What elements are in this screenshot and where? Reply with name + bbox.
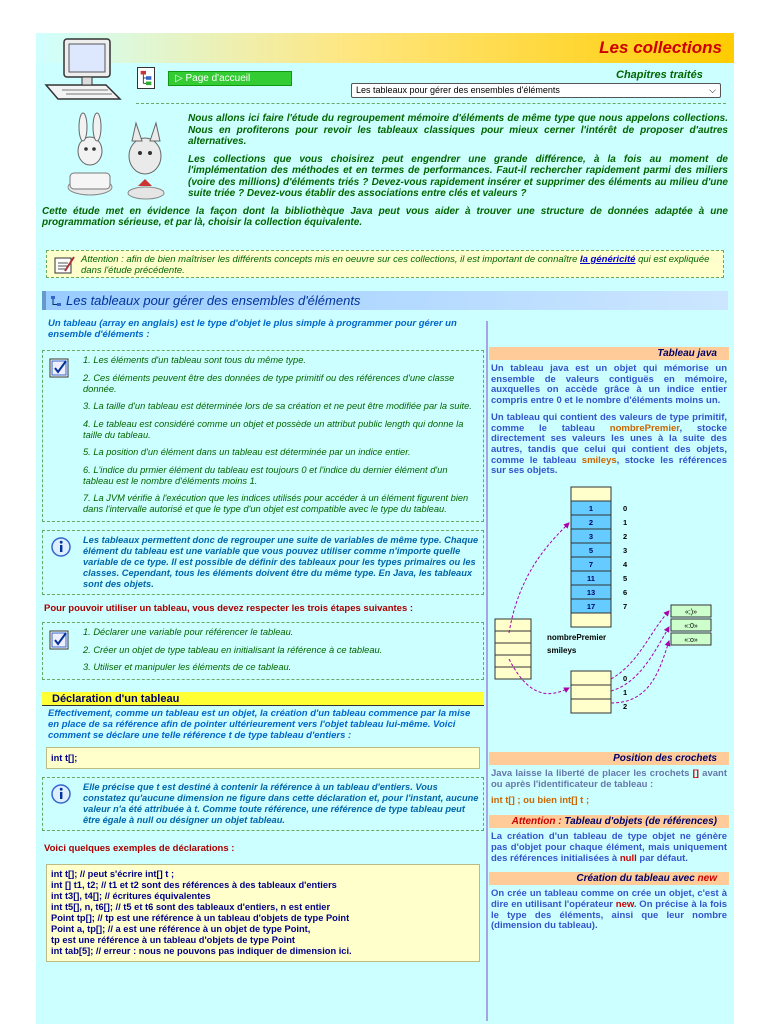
array-index: 7 bbox=[623, 602, 628, 612]
side-column bbox=[489, 333, 729, 934]
attention-text-end: qui est expliquée dans l'étude précédente. bbox=[81, 254, 710, 276]
separator bbox=[136, 103, 726, 104]
array-index: 2 bbox=[623, 702, 628, 712]
code-line: int t[]; // peut s'écrire int[] t ; bbox=[51, 869, 175, 879]
array-index: 1 bbox=[623, 518, 628, 528]
info-box bbox=[42, 530, 484, 595]
side-text-part: par défaut. bbox=[636, 852, 688, 864]
array-index: 4 bbox=[623, 560, 628, 570]
smiley-value: «:0» bbox=[684, 623, 698, 631]
intro-paragraph: Les collections que vous choisirez peut engendrer une grande différence, à la fois au moment de l'implémentation des méthodes et en termes de performances. Faut-il rechercher rapidement parmi des miliers (voire des millions) d'éléments triés ? Devez-vous rapidement insérer et supprimer des éléments au milieu d'une suite triée ? Devez-vous établir des associations entre clés et valeurs ? bbox=[188, 153, 728, 199]
side-heading-text: Création du tableau avec bbox=[576, 873, 698, 885]
main-column bbox=[42, 318, 484, 966]
computer-icon bbox=[36, 35, 126, 113]
network-icon bbox=[50, 295, 62, 307]
declaration-text: Effectivement, comme un tableau est un objet, la création d'un tableau commence par la mise en place de sa référence afin de pointer ultérieurement vers l'objet tableau lui-même. Voici comment se déclare une telle référence t de type tableau d'entiers : bbox=[48, 708, 471, 741]
code-line: Point a, tp[]; // a est une référence à un objet de type Point, bbox=[51, 924, 311, 934]
info-icon bbox=[51, 537, 71, 557]
intro-paragraph: Nous allons ici faire l'étude du regroupement mémoire d'éléments de même type que nous appelons collections. Nous en profiterons pour revoir les tableaux classiques pour mieux cerner l'intérêt de proposer d'autres alternatives. bbox=[188, 113, 728, 147]
side-heading-warning: Attention : bbox=[511, 816, 562, 828]
side-text-part: , stocke les références sur ses objets. bbox=[491, 454, 727, 477]
array-index: 0 bbox=[623, 504, 628, 514]
notepad-icon bbox=[53, 255, 75, 275]
page-title: Les collections bbox=[599, 38, 722, 57]
attention-text: Attention : afin de bien maîtriser les différents concepts mis en oeuvre sur ces collections, il est important de connaître bbox=[81, 254, 580, 265]
section-header bbox=[42, 291, 728, 310]
chapter-select[interactable] bbox=[351, 83, 721, 98]
side-paragraph bbox=[489, 765, 729, 792]
top-banner bbox=[36, 33, 734, 63]
smiley-value: «:o» bbox=[684, 637, 698, 645]
step-item: 2. Créer un objet de type tableau en initialisant la référence à ce tableau. bbox=[83, 644, 383, 655]
side-text-part: On crée un tableau comme on crée un objet, c'est à dire en utilisant l'opérateur bbox=[491, 888, 727, 910]
side-paragraph bbox=[489, 409, 729, 479]
info-icon bbox=[51, 784, 71, 804]
chapter-select-value: Les tableaux pour gérer des ensembles d'éléments bbox=[356, 85, 560, 95]
examples-code bbox=[46, 864, 480, 962]
property-item: 1. Les éléments d'un tableau sont tous du même type. bbox=[83, 355, 306, 365]
side-text-part: La création d'un tableau de type objet ne génère pas d'objet pour chaque élément, mais uniquement des références initialisées à bbox=[491, 831, 727, 864]
array-index: 3 bbox=[623, 546, 628, 556]
array-cell-value: 13 bbox=[586, 588, 596, 598]
array-index: 6 bbox=[623, 588, 628, 598]
side-heading-new bbox=[489, 872, 729, 885]
chapters-label: Chapitres traités bbox=[616, 69, 703, 81]
info-text: Elle précise que t est destiné à contenir la référence à un tableau d'entiers. Vous constatez qu'aucune dimension ne figure dans cette déclaration et, pour l'instant, aucune valeur n'a été attribuée à t. Comme toute référence, une référence de type tableau peut être égale à null ou désigner un objet tableau. bbox=[83, 782, 479, 825]
info-box-declaration bbox=[42, 777, 484, 831]
property-item: 6. L'indice du prmier élément du tableau est toujours 0 et l'indice du dernier élément d'un tableau est le nombre d'éléments moins 1. bbox=[83, 464, 448, 486]
declaration-header: Déclaration d'un tableau bbox=[42, 692, 484, 706]
side-text-part: Java laisse la liberté de placer les crochets bbox=[491, 768, 693, 780]
smiley-value: «;)» bbox=[684, 609, 698, 617]
step-item: 3. Utiliser et manipuler les éléments de ce tableau. bbox=[83, 662, 292, 672]
steps-box bbox=[42, 622, 484, 680]
side-heading-rest: Tableau d'objets (de références) bbox=[561, 816, 717, 828]
checklist-icon bbox=[49, 357, 71, 379]
array-cell-value: 5 bbox=[588, 546, 594, 556]
reference-cell bbox=[571, 699, 611, 713]
label-smileys: smileys bbox=[547, 646, 577, 656]
array-cell-value: 1 bbox=[588, 504, 594, 514]
array-cell-value: 11 bbox=[587, 574, 595, 584]
property-item: 5. La position d'un élément dans un tableau est déterminée par un indice entier. bbox=[83, 447, 411, 457]
code-line: int t5[], n, t6[]; // t5 et t6 sont des tableaux d'entiers, n est entier bbox=[51, 902, 331, 912]
reference-cell bbox=[571, 685, 611, 699]
side-paragraph bbox=[489, 828, 729, 866]
side-heading-keyword: new bbox=[697, 873, 717, 885]
code-line: int tab[5]; // erreur : nous ne pouvons pas indiquer de dimension ici. bbox=[51, 946, 352, 956]
array-index: 5 bbox=[623, 574, 628, 584]
array-memory-diagram bbox=[489, 483, 729, 743]
intro-text bbox=[42, 113, 728, 235]
step-item: 1. Déclarer une variable pour référencer le tableau. bbox=[83, 627, 294, 637]
steps-note: Pour pouvoir utiliser un tableau, vous devez respecter les trois étapes suivantes : bbox=[44, 603, 414, 614]
array-cell-value: 7 bbox=[588, 560, 594, 570]
section-title: Les tableaux pour gérer des ensembles d'éléments bbox=[66, 293, 361, 308]
side-text-keyword: smileys bbox=[581, 454, 617, 466]
checklist-icon bbox=[49, 629, 71, 651]
side-heading-crochets: Position des crochets bbox=[489, 752, 729, 765]
side-heading-objets bbox=[489, 815, 729, 828]
property-item: 7. La JVM vérifie à l'exécution que les indices utilisés pour accéder à un élément figurent bien dans l'intervalle autorisé et que le type d'un objet est compatible avec le type du tableau. bbox=[83, 493, 469, 514]
page bbox=[36, 33, 734, 1024]
label-nombrepremier: nombrePremier bbox=[547, 633, 607, 643]
side-text-part: . On précise à la fois le type des éléments, ainsi que leur nombre (dimension du tableau). bbox=[491, 898, 727, 932]
code-line: tp est une référence à un tableau d'objets de type Point bbox=[51, 935, 295, 945]
attention-note bbox=[46, 250, 724, 278]
side-text-keyword: null bbox=[619, 852, 637, 864]
array-cell-value: 2 bbox=[588, 518, 594, 528]
chevron-down-icon: ⌵ bbox=[709, 85, 716, 95]
column-divider bbox=[486, 321, 488, 1021]
array-cell-value: 3 bbox=[588, 532, 594, 542]
side-paragraph bbox=[489, 885, 729, 934]
side-text-part: Un tableau qui contient des valeurs de type primitif, comme le tableau bbox=[491, 411, 727, 434]
array-index: 1 bbox=[623, 688, 628, 698]
array-index: 0 bbox=[623, 674, 628, 684]
side-code: int t[] ; ou bien int[] t ; bbox=[491, 795, 590, 807]
property-item: 4. Le tableau est considéré comme un objet et possède un attribut public length qui donne la taille du tableau. bbox=[83, 418, 464, 440]
side-text-part: avant ou après l'identificateur de tableau : bbox=[491, 768, 727, 790]
side-text-keyword: nombrePremier bbox=[609, 422, 680, 434]
side-text-keyword: new bbox=[615, 898, 634, 910]
genericity-link[interactable]: la généricité bbox=[580, 254, 636, 265]
code-line: int t3[], t4[]; // écritures équivalentes bbox=[51, 891, 211, 901]
side-heading-tableau-java: Tableau java bbox=[489, 347, 729, 360]
home-button[interactable]: ▷ Page d'accueil bbox=[168, 71, 292, 86]
reference-cell bbox=[571, 671, 611, 685]
array-cell-value: 17 bbox=[586, 602, 596, 612]
sitemap-icon[interactable] bbox=[137, 67, 155, 89]
code-line: int [] t1, t2; // t1 et t2 sont des références à des tableaux d'entiers bbox=[51, 880, 337, 890]
property-item: 2. Ces éléments peuvent être des données de type primitif ou des références d'une classe donnée. bbox=[83, 372, 455, 394]
array-index: 2 bbox=[623, 532, 628, 542]
info-text: Les tableaux permettent donc de regrouper une suite de variables de même type. Chaque élément du tableau est une variable que vous pouvez utiliser comme n'importe quelle variable de ce type. Il est possible de définir des tableaux pour les types primaires ou les classes. Cependant, tous les éléments doivent être du même type. En Java, les tableaux sont des objets. bbox=[83, 535, 479, 589]
array-properties-box bbox=[42, 350, 484, 522]
side-text-keyword: [] bbox=[692, 768, 699, 780]
code-line: Point tp[]; // tp est une référence à un tableau d'objets de type Point bbox=[51, 913, 350, 923]
property-item: 3. La taille d'un tableau est déterminée lors de sa création et ne peut être modifiée par la suite. bbox=[83, 401, 472, 411]
side-text-part: , stocke directement ses valeurs les unes à la suite des autres, tandis que celui qui contient des objets, comme le tableau bbox=[491, 422, 727, 466]
intro-paragraph: Cette étude met en évidence la façon dont la bibliothèque Java peut vous aider à trouver une structure de données adaptée à une programmation sérieuse, et par là, choisir la collection équivalente. bbox=[42, 205, 728, 228]
examples-title: Voici quelques exemples de déclarations : bbox=[44, 843, 235, 854]
array-intro: Un tableau (array en anglais) est le type d'objet le plus simple à programmer pour gérer un ensemble d'éléments : bbox=[48, 318, 457, 340]
side-paragraph: Un tableau java est un objet qui mémorise un ensemble de valeurs contiguës en mémoire, auxquelles on accède grâce à un indice entier compris entre 0 et le nombre d'éléments moins un. bbox=[491, 363, 727, 407]
code-sample: int t[]; bbox=[46, 747, 480, 769]
